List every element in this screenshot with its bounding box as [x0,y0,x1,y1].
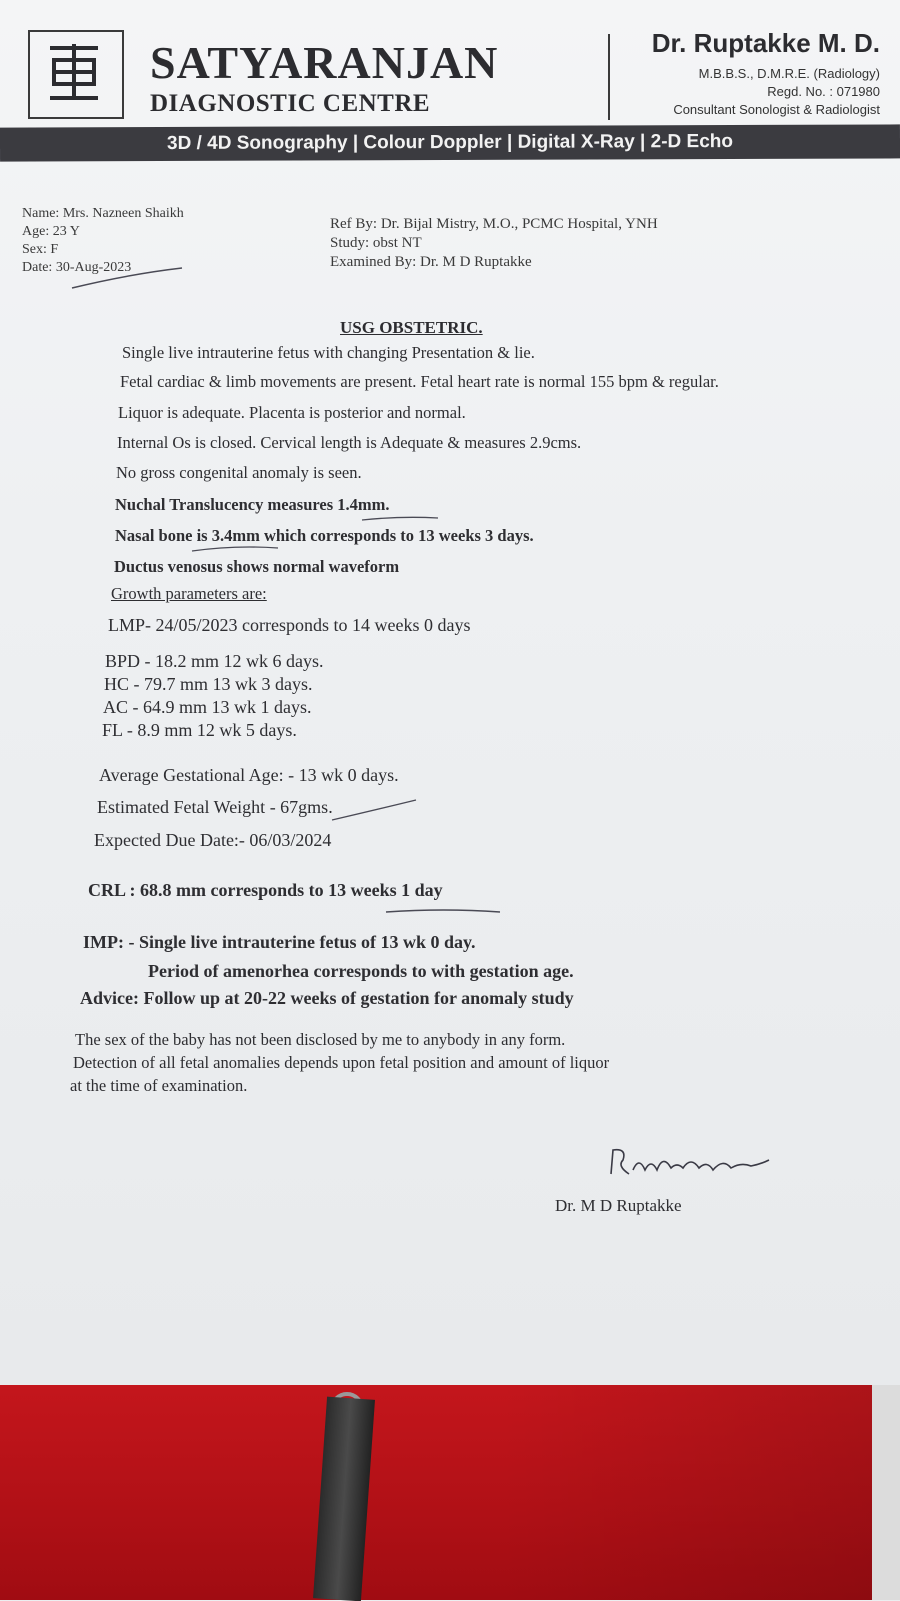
finding-line: No gross congenital anomaly is seen. [116,463,362,482]
examined-by: Examined By: Dr. M D Ruptakke [330,254,532,270]
ductus-venosus: Ductus venosus shows normal waveform [114,557,400,576]
doctor-registration: Regd. No. : 071980 [767,84,880,99]
report-title: USG OBSTETRIC. [340,318,483,337]
finding-line: Fetal cardiac & limb movements are present. Fetal heart rate is normal 155 bpm & regular. [120,372,719,391]
estimated-fetal-weight: Estimated Fetal Weight - 67gms. [97,797,333,817]
nasal-bone: Nasal bone is 3.4mm which corresponds to 13 weeks 3 days. [115,526,534,545]
background-strip [872,1385,900,1600]
crl-line: CRL : 68.8 mm corresponds to 13 weeks 1 day [88,880,443,900]
finding-line: Single live intrauterine fetus with changing Presentation & lie. [122,343,535,362]
biometry-fl: FL - 8.9 mm 12 wk 5 days. [102,720,297,740]
doctor-signature [605,1140,775,1185]
expected-due-date: Expected Due Date:- 06/03/2024 [94,830,332,850]
pen-underline-mark [70,262,185,292]
patient-sex: Sex: F [22,242,59,257]
disclaimer-line: at the time of examination. [70,1076,248,1095]
centre-subtitle: DIAGNOSTIC CENTRE [150,90,431,117]
finding-line: Liquor is adequate. Placenta is posterior and normal. [118,403,466,422]
finding-line: Internal Os is closed. Cervical length is Adequate & measures 2.9cms. [117,433,582,452]
biometry-hc: HC - 79.7 mm 13 wk 3 days. [104,674,313,694]
services-banner [0,124,900,161]
header-divider [608,34,610,120]
patient-age: Age: 23 Y [22,224,80,239]
pen-underline-mark [190,543,280,555]
patient-name: Name: Mrs. Nazneen Shaikh [22,206,184,221]
pen-underline-mark [330,796,420,826]
pen-underline-mark [360,512,440,524]
nuchal-translucency: Nuchal Translucency measures 1.4mm. [115,495,390,514]
doctor-name: Dr. Ruptakke M. D. [651,28,880,58]
services-text: 3D / 4D Sonography | Colour Doppler | Digital X-Ray | 2-D Echo [166,131,734,154]
signatory-name: Dr. M D Ruptakke [555,1196,682,1215]
biometry-bpd: BPD - 18.2 mm 12 wk 6 days. [105,651,324,671]
study-type: Study: obst NT [330,235,422,251]
biometry-ac: AC - 64.9 mm 13 wk 1 days. [103,697,312,717]
report-date: Date: 30-Aug-2023 [22,260,132,275]
average-gestational-age: Average Gestational Age: - 13 wk 0 days. [99,765,399,785]
doctor-qualifications: M.B.B.S., D.M.R.E. (Radiology) [698,66,880,81]
growth-parameters-title: Growth parameters are: [111,584,267,603]
disclaimer-line: The sex of the baby has not been disclosed by me to anybody in any form. [75,1030,566,1049]
centre-logo-icon [44,40,104,104]
impression-line: IMP: - Single live intrauterine fetus of 13 wk 0 day. [83,932,476,952]
disclaimer-line: Detection of all fetal anomalies depends upon fetal position and amount of liquor [73,1053,610,1072]
referral-details [330,215,658,272]
doctor-designation: Consultant Sonologist & Radiologist [673,102,880,117]
pen-underline-mark [384,904,504,918]
impression-line-2: Period of amenorhea corresponds to with gestation age. [148,961,574,981]
lmp-line: LMP- 24/05/2023 corresponds to 14 weeks 0 days [108,615,471,635]
fabric-shadow [500,1385,880,1600]
centre-name: SATYARANJAN [150,37,499,88]
advice-line: Advice: Follow up at 20-22 weeks of gestation for anomaly study [80,988,574,1008]
referred-by: Ref By: Dr. Bijal Mistry, M.O., PCMC Hospital, YNH [330,216,658,232]
